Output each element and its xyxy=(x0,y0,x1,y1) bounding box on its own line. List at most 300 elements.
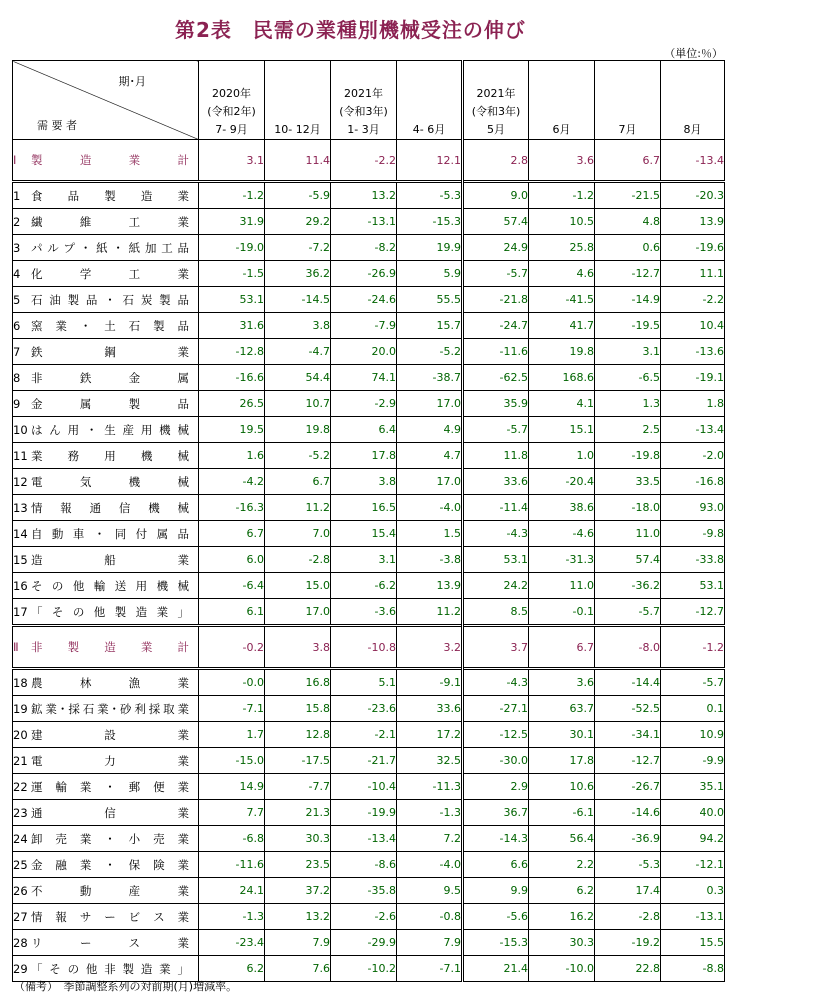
value-cell: 13.9 xyxy=(397,573,463,599)
value-cell: -12.5 xyxy=(463,722,529,748)
value-cell: -4.7 xyxy=(265,339,331,365)
row-number: 17 xyxy=(13,604,28,619)
column-header-line xyxy=(661,85,724,103)
row-label xyxy=(13,391,199,417)
value-cell: -12.8 xyxy=(199,339,265,365)
value-cell: 17.4 xyxy=(595,878,661,904)
row-label xyxy=(13,209,199,235)
value-cell: 74.1 xyxy=(331,365,397,391)
value-cell: -30.0 xyxy=(463,748,529,774)
value-cell: 15.4 xyxy=(331,521,397,547)
row-number: 15 xyxy=(13,552,28,567)
total-row xyxy=(13,140,725,182)
value-cell: -5.2 xyxy=(265,443,331,469)
value-cell: -7.1 xyxy=(397,956,463,982)
row-number: 25 xyxy=(13,857,28,872)
value-cell: 0.3 xyxy=(661,878,725,904)
value-cell: -31.3 xyxy=(529,547,595,573)
value-cell: 35.1 xyxy=(661,774,725,800)
row-label xyxy=(13,261,199,287)
value-cell: 29.2 xyxy=(265,209,331,235)
value-cell: -19.1 xyxy=(661,365,725,391)
row-label xyxy=(13,669,199,696)
value-cell: -13.4 xyxy=(661,140,725,182)
row-label xyxy=(13,495,199,521)
value-cell: -10.2 xyxy=(331,956,397,982)
row-label xyxy=(13,800,199,826)
value-cell: -2.1 xyxy=(331,722,397,748)
column-header-line xyxy=(529,103,594,121)
row-name: 鉱業･採石業･砂利採取業 xyxy=(31,701,189,716)
value-cell: 0.6 xyxy=(595,235,661,261)
value-cell: 19.5 xyxy=(199,417,265,443)
value-cell: -8.2 xyxy=(331,235,397,261)
value-cell: -1.2 xyxy=(199,182,265,209)
value-cell: -7.2 xyxy=(265,235,331,261)
value-cell: -23.4 xyxy=(199,930,265,956)
column-header-line: (令和3年) xyxy=(339,105,388,118)
value-cell: -16.6 xyxy=(199,365,265,391)
table-row xyxy=(13,722,725,748)
value-cell: -5.2 xyxy=(397,339,463,365)
value-cell: 3.6 xyxy=(529,140,595,182)
value-cell: -3.8 xyxy=(397,547,463,573)
value-cell: 16.2 xyxy=(529,904,595,930)
value-cell: -2.9 xyxy=(331,391,397,417)
value-cell: -5.6 xyxy=(463,904,529,930)
table-row xyxy=(13,313,725,339)
value-cell: -20.3 xyxy=(661,182,725,209)
row-number: 4 xyxy=(13,266,21,281)
row-name: 業務用機械 xyxy=(31,448,189,463)
value-cell: 6.6 xyxy=(463,852,529,878)
row-number: 29 xyxy=(13,961,28,976)
row-label xyxy=(13,748,199,774)
value-cell: -33.8 xyxy=(661,547,725,573)
value-cell: 3.1 xyxy=(331,547,397,573)
value-cell: -5.7 xyxy=(595,599,661,626)
value-cell: -6.5 xyxy=(595,365,661,391)
row-number: 13 xyxy=(13,500,28,515)
value-cell: 36.2 xyxy=(265,261,331,287)
table-row xyxy=(13,235,725,261)
value-cell: -14.9 xyxy=(595,287,661,313)
value-cell: 17.0 xyxy=(397,391,463,417)
row-label xyxy=(13,696,199,722)
value-cell: -0.8 xyxy=(397,904,463,930)
value-cell: 7.9 xyxy=(265,930,331,956)
value-cell: 35.9 xyxy=(463,391,529,417)
row-label xyxy=(13,852,199,878)
value-cell: -1.2 xyxy=(529,182,595,209)
column-header xyxy=(199,61,265,140)
value-cell: -0.1 xyxy=(529,599,595,626)
row-label xyxy=(13,626,199,669)
value-cell: 12.8 xyxy=(265,722,331,748)
value-cell: 53.1 xyxy=(463,547,529,573)
value-cell: -2.8 xyxy=(595,904,661,930)
value-cell: -5.3 xyxy=(397,182,463,209)
value-cell: -11.6 xyxy=(199,852,265,878)
value-cell: -4.3 xyxy=(463,521,529,547)
value-cell: -10.4 xyxy=(331,774,397,800)
value-cell: -6.4 xyxy=(199,573,265,599)
value-cell: -21.8 xyxy=(463,287,529,313)
value-cell: 6.7 xyxy=(199,521,265,547)
value-cell: -13.1 xyxy=(331,209,397,235)
row-number: 24 xyxy=(13,831,28,846)
column-header-line: 8月 xyxy=(683,123,702,136)
row-number: Ⅱ xyxy=(13,640,19,654)
row-label xyxy=(13,547,199,573)
value-cell: 40.0 xyxy=(661,800,725,826)
value-cell: 9.0 xyxy=(463,182,529,209)
value-cell: -26.7 xyxy=(595,774,661,800)
value-cell: 7.0 xyxy=(265,521,331,547)
row-number: 28 xyxy=(13,935,28,950)
row-number: 2 xyxy=(13,214,21,229)
column-header-line: 6月 xyxy=(552,123,571,136)
column-header-line: 4- 6月 xyxy=(412,123,446,136)
value-cell: -9.9 xyxy=(661,748,725,774)
column-header xyxy=(397,61,463,140)
corner-header xyxy=(13,61,199,140)
total-row xyxy=(13,626,725,669)
value-cell: -16.8 xyxy=(661,469,725,495)
value-cell: 11.1 xyxy=(661,261,725,287)
value-cell: 33.5 xyxy=(595,469,661,495)
value-cell: 12.1 xyxy=(397,140,463,182)
value-cell: 55.5 xyxy=(397,287,463,313)
value-cell: 1.6 xyxy=(199,443,265,469)
value-cell: -12.7 xyxy=(595,261,661,287)
value-cell: -4.6 xyxy=(529,521,595,547)
column-header-line xyxy=(529,85,594,103)
value-cell: 33.6 xyxy=(463,469,529,495)
column-header xyxy=(463,61,529,140)
row-number: 18 xyxy=(13,675,28,690)
value-cell: 11.0 xyxy=(595,521,661,547)
table-row xyxy=(13,261,725,287)
value-cell: 6.7 xyxy=(265,469,331,495)
table-body xyxy=(13,140,725,982)
column-header-line xyxy=(265,103,330,121)
value-cell: -11.6 xyxy=(463,339,529,365)
value-cell: 6.4 xyxy=(331,417,397,443)
value-cell: 7.7 xyxy=(199,800,265,826)
value-cell: 63.7 xyxy=(529,696,595,722)
row-name: 繊維工業 xyxy=(31,214,189,229)
column-header-line xyxy=(265,85,330,103)
row-number: 23 xyxy=(13,805,28,820)
value-cell: 7.2 xyxy=(397,826,463,852)
column-header-line: 10- 12月 xyxy=(274,123,321,136)
table-row xyxy=(13,443,725,469)
value-cell: 10.4 xyxy=(661,313,725,339)
value-cell: -14.5 xyxy=(265,287,331,313)
table-row xyxy=(13,774,725,800)
value-cell: 6.7 xyxy=(529,626,595,669)
value-cell: -13.4 xyxy=(661,417,725,443)
value-cell: 1.8 xyxy=(661,391,725,417)
value-cell: 5.9 xyxy=(397,261,463,287)
value-cell: 94.2 xyxy=(661,826,725,852)
row-number: 12 xyxy=(13,474,28,489)
value-cell: 30.1 xyxy=(529,722,595,748)
value-cell: 5.1 xyxy=(331,669,397,696)
machinery-orders-table xyxy=(12,60,725,982)
value-cell: -29.9 xyxy=(331,930,397,956)
value-cell: -12.1 xyxy=(661,852,725,878)
value-cell: -14.4 xyxy=(595,669,661,696)
value-cell: -23.6 xyxy=(331,696,397,722)
value-cell: -6.8 xyxy=(199,826,265,852)
value-cell: 11.0 xyxy=(529,573,595,599)
row-label xyxy=(13,417,199,443)
row-number: 1 xyxy=(13,188,21,203)
value-cell: 13.2 xyxy=(265,904,331,930)
value-cell: 2.8 xyxy=(463,140,529,182)
table-row xyxy=(13,599,725,626)
row-name: 電力業 xyxy=(31,753,189,768)
value-cell: 17.0 xyxy=(265,599,331,626)
row-number: 6 xyxy=(13,318,21,333)
table-row xyxy=(13,904,725,930)
column-header xyxy=(331,61,397,140)
value-cell: -12.7 xyxy=(595,748,661,774)
value-cell: 23.5 xyxy=(265,852,331,878)
value-cell: -7.7 xyxy=(265,774,331,800)
row-name: 化学工業 xyxy=(31,266,189,281)
column-header-line xyxy=(595,85,660,103)
table-row xyxy=(13,573,725,599)
value-cell: 25.8 xyxy=(529,235,595,261)
footnote: （備考） 季節調整系列の対前期(月)増減率。 xyxy=(14,980,238,993)
value-cell: -34.1 xyxy=(595,722,661,748)
value-cell: 11.8 xyxy=(463,443,529,469)
row-label xyxy=(13,140,199,182)
value-cell: 8.5 xyxy=(463,599,529,626)
row-name: 情報サービス業 xyxy=(31,909,189,924)
value-cell: -12.7 xyxy=(661,599,725,626)
row-name: 運輸業・郵便業 xyxy=(31,779,189,794)
row-number: 9 xyxy=(13,396,21,411)
column-header-line: 5月 xyxy=(487,123,505,136)
value-cell: 11.2 xyxy=(397,599,463,626)
value-cell: -19.9 xyxy=(331,800,397,826)
row-number: 8 xyxy=(13,370,21,385)
row-label xyxy=(13,774,199,800)
row-number: 14 xyxy=(13,526,28,541)
column-header-line xyxy=(397,85,461,103)
value-cell: 3.7 xyxy=(463,626,529,669)
row-label xyxy=(13,443,199,469)
row-name: 情報通信機械 xyxy=(31,500,189,515)
value-cell: -11.3 xyxy=(397,774,463,800)
value-cell: -9.1 xyxy=(397,669,463,696)
page-title: 第2表 民需の業種別機械受注の伸び xyxy=(175,18,526,42)
table-row xyxy=(13,495,725,521)
row-label xyxy=(13,365,199,391)
value-cell: 0.1 xyxy=(661,696,725,722)
value-cell: -36.2 xyxy=(595,573,661,599)
table-row xyxy=(13,209,725,235)
value-cell: 3.1 xyxy=(595,339,661,365)
row-name: 農林漁業 xyxy=(31,675,189,690)
value-cell: 1.0 xyxy=(529,443,595,469)
value-cell: 31.9 xyxy=(199,209,265,235)
value-cell: -36.9 xyxy=(595,826,661,852)
table-row xyxy=(13,669,725,696)
value-cell: -13.6 xyxy=(661,339,725,365)
row-label xyxy=(13,930,199,956)
column-header-line xyxy=(595,103,660,121)
corner-top-label: 期･月 xyxy=(118,75,146,88)
value-cell: 21.3 xyxy=(265,800,331,826)
value-cell: 15.5 xyxy=(661,930,725,956)
column-header-line: 7月 xyxy=(618,123,637,136)
value-cell: 57.4 xyxy=(595,547,661,573)
value-cell: -2.2 xyxy=(661,287,725,313)
column-header-line: (令和3年) xyxy=(471,105,521,118)
row-name: 製造業計 xyxy=(31,153,189,167)
value-cell: -6.2 xyxy=(331,573,397,599)
unit-label: （単位:％） xyxy=(664,47,723,60)
row-name: 建設業 xyxy=(31,727,189,742)
value-cell: 10.6 xyxy=(529,774,595,800)
value-cell: 17.2 xyxy=(397,722,463,748)
value-cell: -1.3 xyxy=(397,800,463,826)
value-cell: 10.9 xyxy=(661,722,725,748)
value-cell: 2.5 xyxy=(595,417,661,443)
value-cell: 36.7 xyxy=(463,800,529,826)
table-row xyxy=(13,287,725,313)
value-cell: 2.9 xyxy=(463,774,529,800)
column-header xyxy=(529,61,595,140)
row-number: 5 xyxy=(13,292,21,307)
value-cell: -18.0 xyxy=(595,495,661,521)
value-cell: -1.3 xyxy=(199,904,265,930)
value-cell: 57.4 xyxy=(463,209,529,235)
row-name: 自動車・同付属品 xyxy=(31,526,189,541)
row-name: 金融業・保険業 xyxy=(31,857,189,872)
value-cell: 31.6 xyxy=(199,313,265,339)
row-label xyxy=(13,521,199,547)
value-cell: -62.5 xyxy=(463,365,529,391)
row-name: 金属製品 xyxy=(31,396,189,411)
table-row xyxy=(13,521,725,547)
value-cell: -21.5 xyxy=(595,182,661,209)
row-name: 通信業 xyxy=(31,805,189,820)
column-header-line: 2021年 xyxy=(344,87,383,100)
row-number: 20 xyxy=(13,727,28,742)
value-cell: 6.2 xyxy=(529,878,595,904)
row-number: 16 xyxy=(13,578,28,593)
value-cell: 32.5 xyxy=(397,748,463,774)
value-cell: 7.9 xyxy=(397,930,463,956)
value-cell: 24.9 xyxy=(463,235,529,261)
value-cell: 19.8 xyxy=(265,417,331,443)
value-cell: 17.0 xyxy=(397,469,463,495)
row-name: 非製造業計 xyxy=(31,640,189,654)
value-cell: 3.8 xyxy=(331,469,397,495)
table-row xyxy=(13,339,725,365)
row-label xyxy=(13,235,199,261)
value-cell: 24.2 xyxy=(463,573,529,599)
value-cell: 54.4 xyxy=(265,365,331,391)
value-cell: 17.8 xyxy=(331,443,397,469)
table-row xyxy=(13,469,725,495)
value-cell: 26.5 xyxy=(199,391,265,417)
value-cell: -0.2 xyxy=(199,626,265,669)
row-number: 19 xyxy=(13,701,28,716)
row-label xyxy=(13,182,199,209)
value-cell: -1.2 xyxy=(661,626,725,669)
value-cell: 93.0 xyxy=(661,495,725,521)
row-name: 食品製造業 xyxy=(31,188,189,203)
table-row xyxy=(13,696,725,722)
value-cell: 33.6 xyxy=(397,696,463,722)
row-number: 7 xyxy=(13,344,21,359)
value-cell: 4.9 xyxy=(397,417,463,443)
row-number: 21 xyxy=(13,753,28,768)
row-name: 非鉄金属 xyxy=(31,370,189,385)
value-cell: 11.4 xyxy=(265,140,331,182)
value-cell: -8.0 xyxy=(595,626,661,669)
row-label xyxy=(13,287,199,313)
column-header-line xyxy=(397,103,461,121)
value-cell: 3.1 xyxy=(199,140,265,182)
row-number: 26 xyxy=(13,883,28,898)
value-cell: 41.7 xyxy=(529,313,595,339)
row-number: 11 xyxy=(13,448,28,463)
value-cell: 4.8 xyxy=(595,209,661,235)
row-number: 10 xyxy=(13,422,28,437)
value-cell: -13.4 xyxy=(331,826,397,852)
table-row xyxy=(13,417,725,443)
value-cell: -11.4 xyxy=(463,495,529,521)
value-cell: -7.1 xyxy=(199,696,265,722)
value-cell: 20.0 xyxy=(331,339,397,365)
value-cell: -41.5 xyxy=(529,287,595,313)
value-cell: 4.1 xyxy=(529,391,595,417)
value-cell: -27.1 xyxy=(463,696,529,722)
table-row xyxy=(13,826,725,852)
column-header-line: 2020年 xyxy=(212,87,251,100)
value-cell: 15.1 xyxy=(529,417,595,443)
value-cell: -35.8 xyxy=(331,878,397,904)
row-label xyxy=(13,573,199,599)
value-cell: 16.8 xyxy=(265,669,331,696)
value-cell: -2.0 xyxy=(661,443,725,469)
value-cell: -2.6 xyxy=(331,904,397,930)
value-cell: -16.3 xyxy=(199,495,265,521)
value-cell: 56.4 xyxy=(529,826,595,852)
row-label xyxy=(13,469,199,495)
table-row xyxy=(13,391,725,417)
table-row xyxy=(13,930,725,956)
value-cell: 3.2 xyxy=(397,626,463,669)
row-name: その他輸送用機械 xyxy=(31,578,189,593)
value-cell: -26.9 xyxy=(331,261,397,287)
value-cell: -15.3 xyxy=(397,209,463,235)
row-name: リース業 xyxy=(31,935,189,950)
value-cell: -5.7 xyxy=(661,669,725,696)
value-cell: 4.7 xyxy=(397,443,463,469)
value-cell: -19.8 xyxy=(595,443,661,469)
value-cell: -10.8 xyxy=(331,626,397,669)
row-name: 「その他製造業」 xyxy=(31,604,189,619)
